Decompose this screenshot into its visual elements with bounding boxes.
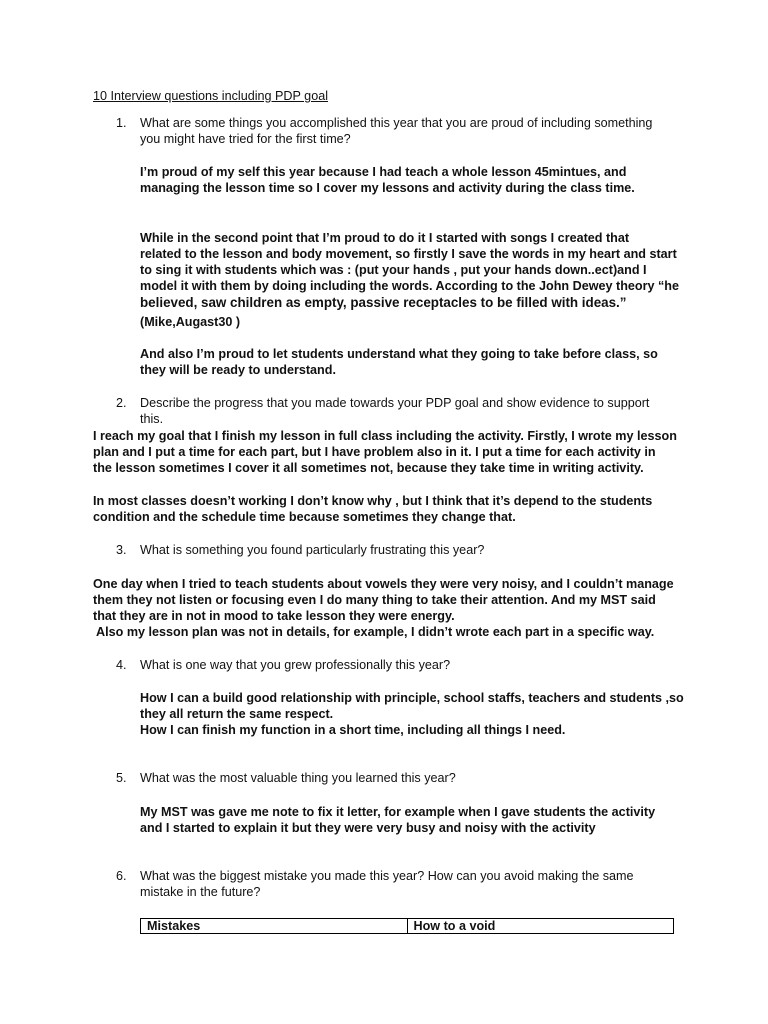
answer-5-line-1: My MST was gave me note to fix it letter, for example when I gave students the activity	[140, 805, 656, 819]
question-6-number: 6.	[116, 869, 127, 883]
question-3-number: 3.	[116, 543, 127, 557]
answer-1-para-2-line-2: related to the lesson and body movement, so firstly I save the words in my heart and start	[140, 247, 677, 261]
answer-1-para-2-line-4: model it with them by doing including the words. According to the John Dewey theory “he	[140, 279, 679, 293]
answer-1-para-3-line-2: they will be ready to understand.	[140, 363, 336, 377]
question-2-line-1: Describe the progress that you made towards your PDP goal and show evidence to support	[140, 396, 650, 410]
answer-4-line-1: How I can a build good relationship with principle, school staffs, teachers and students ,so	[140, 691, 684, 705]
answer-1-citation: (Mike,Augast30 )	[140, 315, 241, 329]
answer-5-line-2: and I started to explain it but they were very busy and noisy with the activity	[140, 821, 596, 835]
answer-2-para-2-line-2: condition and the schedule time because sometimes they change that.	[93, 510, 516, 524]
answer-1-quote-line: believed, saw children as empty, passive receptacles to be filled with ideas.”	[140, 295, 627, 310]
question-1-line-1: What are some things you accomplished this year that you are proud of including something	[140, 116, 653, 130]
table-header-mistakes: Mistakes	[147, 919, 201, 933]
answer-3-line-1: One day when I tried to teach students about vowels they were very noisy, and I couldn’t manage	[93, 577, 674, 591]
answer-3-line-3: that they are in not in mood to take lesson they were energy.	[93, 609, 455, 623]
question-6-line-1: What was the biggest mistake you made this year? How can you avoid making the same	[140, 869, 634, 883]
question-5-number: 5.	[116, 771, 127, 785]
question-5-line-1: What was the most valuable thing you learned this year?	[140, 771, 456, 785]
answer-1-para-1-line-2: managing the lesson time so I cover my lessons and activity during the class time.	[140, 181, 635, 195]
answer-1-para-2-line-1: While in the second point that I’m proud to do it I started with songs I created that	[140, 231, 630, 245]
answer-1-para-3-line-1: And also I’m proud to let students understand what they going to take before class, so	[140, 347, 658, 361]
answer-3-line-2: them they not listen or focusing even I do many thing to take their attention. And my MST said	[93, 593, 656, 607]
answer-2-para-1-line-3: the lesson sometimes I cover it all sometimes not, because they take time in writing activity.	[93, 461, 644, 475]
question-3-line-1: What is something you found particularly frustrating this year?	[140, 543, 485, 557]
question-4-number: 4.	[116, 658, 127, 672]
question-4-line-1: What is one way that you grew professionally this year?	[140, 658, 451, 672]
answer-1-para-2-line-3: to sing it with students which was : (put your hands , put your hands down..ect)and I	[140, 263, 647, 277]
mistakes-table	[140, 918, 674, 934]
answer-2-para-2-line-1: In most classes doesn’t working I don’t know why , but I think that it’s depend to the students	[93, 494, 653, 508]
table-header-how-to-avoid: How to a void	[407, 919, 674, 933]
question-2-line-2: this.	[140, 412, 164, 426]
question-1-number: 1.	[116, 116, 127, 130]
answer-2-para-1-line-2: plan and I put a time for each part, but I have problem also in it. I put a time for each activity in	[93, 445, 656, 459]
document-title: 10 Interview questions including PDP goal	[93, 89, 328, 103]
answer-4-line-2: they all return the same respect.	[140, 707, 334, 721]
answer-2-para-1-line-1: I reach my goal that I finish my lesson in full class including the activity. Firstly, I wrote my lesson	[93, 429, 677, 443]
answer-3-line-4: Also my lesson plan was not in details, for example, I didn’t wrote each part in a specific way.	[93, 625, 655, 639]
question-2-number: 2.	[116, 396, 127, 410]
question-6-line-2: mistake in the future?	[140, 885, 261, 899]
question-1-line-2: you might have tried for the first time?	[140, 132, 351, 146]
answer-1-para-1-line-1: I’m proud of my self this year because I had teach a whole lesson 45mintues, and	[140, 165, 627, 179]
answer-4-line-3: How I can finish my function in a short time, including all things I need.	[140, 723, 566, 737]
